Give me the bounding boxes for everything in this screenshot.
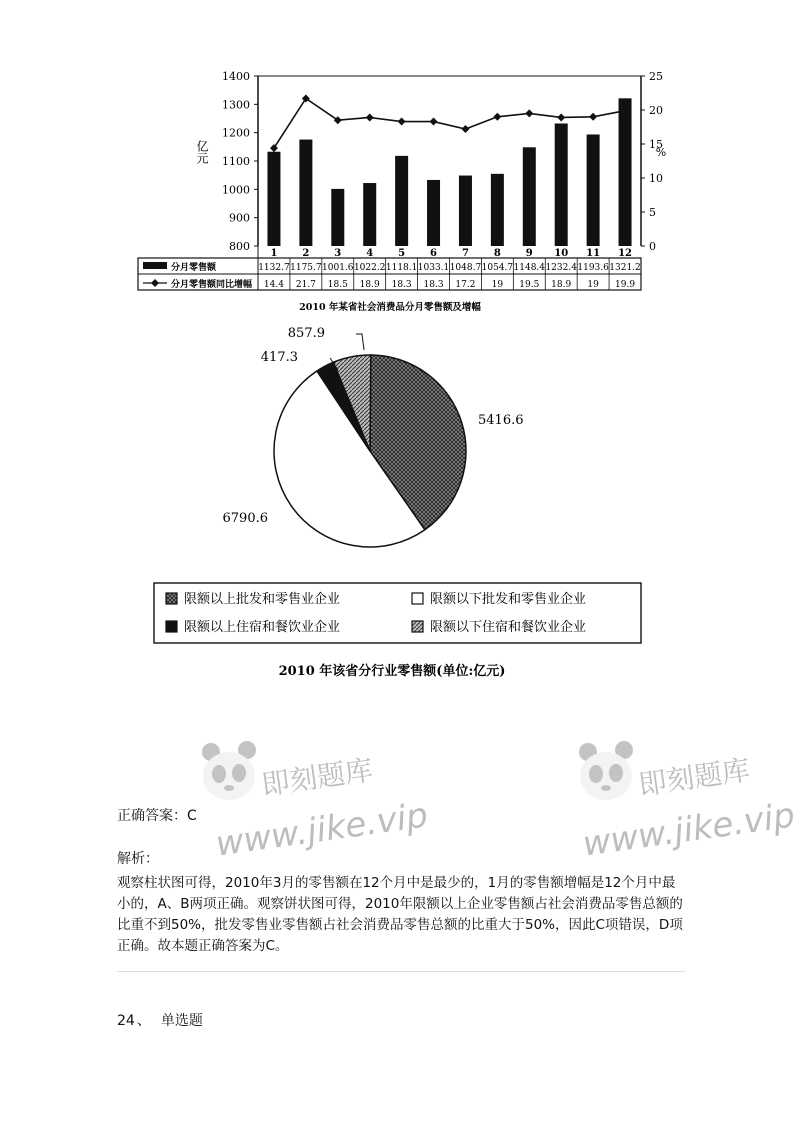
y-tick-label: 900 <box>229 211 250 225</box>
growth-value-cell: 19 <box>587 280 599 290</box>
monthly-sales-chart <box>0 0 800 320</box>
sales-value-cell: 1033.1 <box>417 263 450 273</box>
pie-legend <box>166 591 586 635</box>
x-tick-label: 11 <box>586 248 601 259</box>
x-tick-label: 9 <box>525 248 533 259</box>
y2-tick-label: 20 <box>649 104 663 117</box>
sales-value-cell: 1232.4 <box>545 263 577 273</box>
x-tick-label: 12 <box>618 248 633 259</box>
y2-tick-label: 15 <box>649 138 663 151</box>
sales-value-cell: 1022.2 <box>353 263 386 273</box>
growth-value-cell: 18.3 <box>391 280 412 290</box>
y-tick-label: 1400 <box>222 70 250 83</box>
sales-value-cell: 1148.4 <box>513 263 546 273</box>
line-legend-label: 分月零售额同比增幅 <box>171 280 253 290</box>
y-tick-label: 1000 <box>222 183 250 197</box>
bar <box>363 183 376 246</box>
watermark-url: www.jike.vip <box>213 795 431 865</box>
bar <box>523 147 536 246</box>
bar-chart-title: 2010 年某省社会消费品分月零售额及增幅 <box>299 302 481 313</box>
y2-axis-label: % <box>655 146 667 159</box>
bar <box>459 176 472 246</box>
y2-tick-label: 5 <box>649 206 656 219</box>
answer-label: 正确答案： <box>117 808 187 824</box>
line-legend-marker <box>151 279 159 287</box>
y2-tick-label: 0 <box>649 240 656 253</box>
watermark-brand: 即刻题库 <box>636 753 752 802</box>
x-tick-label: 5 <box>398 248 406 259</box>
pie-legend-swatch <box>412 621 423 632</box>
pie-legend-label: 限额以下住宿和餐饮业企业 <box>430 620 587 635</box>
pie-legend-label: 限额以下批发和零售业企业 <box>430 592 587 607</box>
x-tick-label: 10 <box>554 248 569 259</box>
pie-legend-swatch <box>412 593 423 604</box>
growth-point <box>589 113 597 121</box>
panda-logo-icon <box>572 738 642 808</box>
bar <box>619 98 632 246</box>
bar <box>555 123 568 246</box>
sales-value-cell: 1132.7 <box>258 263 290 273</box>
bar <box>395 156 408 246</box>
growth-point <box>398 118 406 126</box>
growth-value-cell: 14.4 <box>263 280 284 290</box>
pie-slice-label: 857.9 <box>287 326 325 341</box>
growth-line-group <box>270 94 629 152</box>
bars-group <box>267 98 632 259</box>
analysis-body: 观察柱状图可得，2010年3月的零售额在12个月中是最少的，1月的零售额增幅是12个月中最小的，A、B两项正确。观察饼状图可得，2010年限额以上企业零售额占社会消费品零售总额的比重不到50%，批发零售业零售额占社会消费品零售总额的比重大于50%，因此C项错误，D项正确。故本题正确答案为C。 <box>117 875 683 954</box>
y-tick-label: 800 <box>229 240 250 253</box>
sales-value-cell: 1054.7 <box>481 263 514 273</box>
y2-tick-label: 25 <box>649 70 663 83</box>
pie-slice-label: 5416.6 <box>478 413 524 428</box>
y2-tick-label: 10 <box>649 172 663 185</box>
y-axis-label: 亿元 <box>195 140 209 164</box>
sales-value-cell: 1175.7 <box>290 263 322 273</box>
panda-logo-icon <box>195 738 265 808</box>
bar <box>427 180 440 246</box>
pie-legend-label: 限额以上批发和零售业企业 <box>184 592 341 607</box>
section-divider <box>117 971 685 972</box>
watermark-url: www.jike.vip <box>580 795 798 865</box>
pie-slice-label: 6790.6 <box>222 511 268 526</box>
growth-value-cell: 21.7 <box>295 280 316 290</box>
x-tick-label: 8 <box>493 248 501 259</box>
y-tick-label: 1300 <box>222 98 250 112</box>
y-tick-label: 1100 <box>222 155 250 168</box>
pie-legend-swatch <box>166 621 177 632</box>
x-tick-label: 6 <box>430 248 438 259</box>
growth-value-cell: 18.9 <box>359 280 380 290</box>
growth-point <box>270 144 278 152</box>
watermark-brand: 即刻题库 <box>259 753 375 802</box>
growth-value-cell: 18.5 <box>327 280 348 290</box>
growth-line <box>274 98 625 148</box>
analysis-title: 解析： <box>117 851 159 867</box>
next-question-header <box>117 1010 203 1030</box>
x-tick-label: 3 <box>334 248 342 259</box>
x-tick-label: 2 <box>302 248 310 259</box>
x-tick-label: 1 <box>270 248 278 259</box>
growth-value-cell: 19 <box>491 280 504 290</box>
growth-point <box>461 125 469 133</box>
growth-point <box>430 118 438 126</box>
industry-sales-pie <box>0 310 800 690</box>
pie-legend-swatch <box>166 593 177 604</box>
growth-point <box>557 113 565 121</box>
answer-line <box>117 806 687 827</box>
answer-value: C <box>187 808 197 824</box>
growth-value-cell: 17.2 <box>455 280 476 290</box>
y-tick-label: 1200 <box>222 126 250 140</box>
growth-value-cell: 19.5 <box>519 280 540 290</box>
growth-point <box>525 109 533 117</box>
x-tick-label: 7 <box>461 248 469 259</box>
sales-value-cell: 1321.2 <box>609 263 641 273</box>
bar-legend-label: 分月零售额 <box>171 263 217 273</box>
pie-chart-title: 2010 年该省分行业零售额(单位:亿元) <box>278 664 506 679</box>
right-y-ticks <box>641 70 663 253</box>
leader-line <box>356 334 364 350</box>
sales-value-cell: 1048.7 <box>449 263 482 273</box>
bar <box>587 134 600 246</box>
pie-legend-label: 限额以上住宿和餐饮业企业 <box>184 620 341 635</box>
growth-value-cell: 19.9 <box>615 280 636 290</box>
x-tick-label: 4 <box>366 248 374 259</box>
question-type: 单选题 <box>160 1013 203 1029</box>
sales-value-cell: 1001.6 <box>322 263 354 273</box>
growth-value-cell: 18.3 <box>423 280 444 290</box>
bar <box>331 189 344 246</box>
bar <box>491 174 504 246</box>
growth-point <box>493 113 501 121</box>
sales-value-cell: 1118.1 <box>385 263 418 273</box>
question-number: 24 <box>117 1013 135 1029</box>
growth-value-cell: 18.9 <box>551 280 572 290</box>
bar-legend-swatch <box>143 262 167 269</box>
bar <box>299 140 312 246</box>
bar <box>267 152 280 246</box>
sales-value-cell: 1193.6 <box>577 263 609 273</box>
left-y-ticks <box>222 70 258 253</box>
question-separator: 、 <box>136 1013 151 1029</box>
growth-point <box>366 113 374 121</box>
pie-slice-label: 417.3 <box>260 350 298 365</box>
pie-slices <box>274 355 466 547</box>
